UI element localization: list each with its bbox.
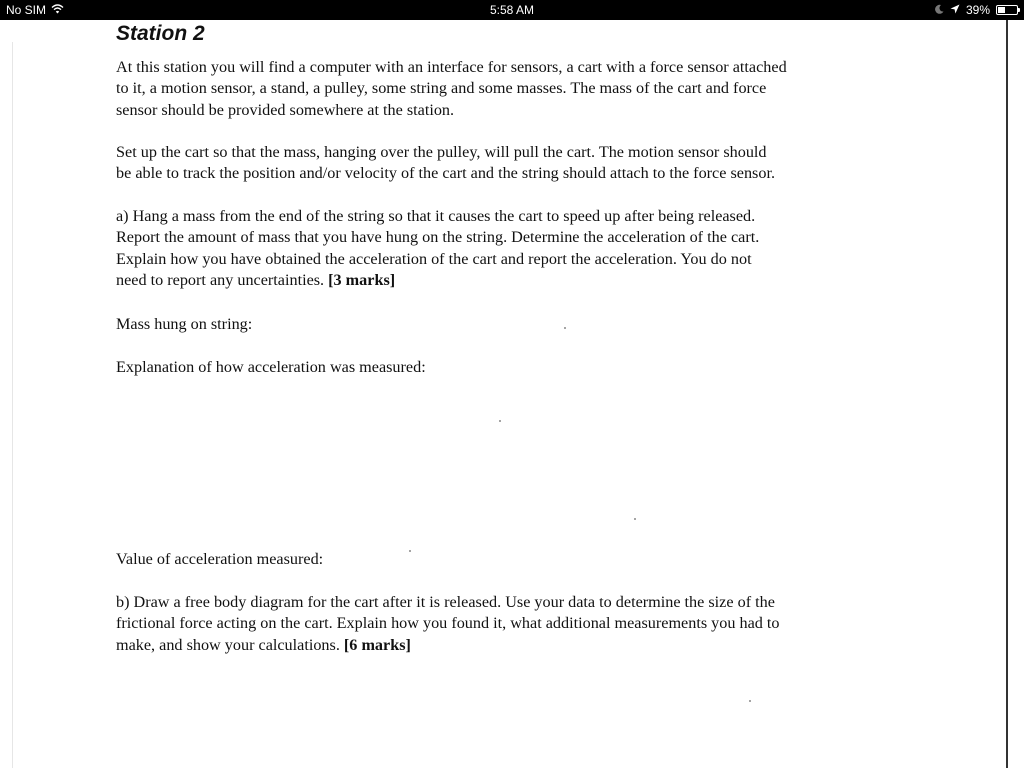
carrier-label: No SIM	[6, 3, 47, 17]
setup-line: be able to track the position and/or velocity of the cart and the string should attach to the force sensor.	[116, 164, 775, 183]
intro-paragraph	[116, 57, 896, 121]
acceleration-answer-space[interactable]	[116, 571, 876, 591]
station-title: Station 2	[116, 22, 205, 45]
scan-speck	[409, 550, 411, 552]
mass-answer-space[interactable]	[116, 336, 876, 354]
status-bar-clock: 5:58 AM	[489, 3, 535, 17]
setup-line: Set up the cart so that the mass, hanging over the pulley, will pull the cart. The motion sensor should	[116, 143, 767, 161]
scan-speck	[749, 700, 751, 702]
free-body-diagram-space[interactable]	[116, 662, 876, 762]
part-b-line: frictional force acting on the cart. Explain how you found it, what additional measurements you had to	[116, 614, 780, 633]
page-edge-right	[1006, 20, 1008, 768]
explanation-answer-space[interactable]	[116, 380, 876, 545]
part-a-last-line-text: need to report any uncertainties.	[116, 271, 329, 290]
part-b-marks: [6 marks]	[343, 635, 411, 654]
part-a-line: Report the amount of mass that you have hung on the string. Determine the acceleration of the cart.	[116, 228, 760, 247]
part-a-line: Explain how you have obtained the acceleration of the cart and report the acceleration. You do not	[116, 249, 752, 268]
status-bar	[0, 0, 1024, 20]
part-b-question	[116, 592, 896, 656]
part-a-line: a) Hang a mass from the end of the string so that it causes the cart to speed up after being released.	[116, 207, 756, 225]
intro-line: At this station you will find a computer with an interface for sensors, a cart with a force sensor attached	[116, 58, 787, 76]
status-bar-right	[935, 3, 1018, 17]
part-b-line	[116, 635, 896, 656]
battery-percent: 39%	[965, 3, 990, 17]
part-a-line	[116, 270, 896, 291]
part-a-marks: [3 marks]	[328, 271, 396, 290]
battery-level-fill	[998, 7, 1005, 13]
page-edge-left	[12, 42, 13, 768]
acceleration-explanation-label: Explanation of how acceleration was measured:	[116, 358, 426, 376]
scan-speck	[564, 327, 566, 329]
scan-speck	[634, 518, 636, 520]
intro-line: to it, a motion sensor, a stand, a pulley, some string and some masses. The mass of the cart and force	[116, 79, 767, 98]
intro-line: sensor should be provided somewhere at the station.	[116, 100, 455, 119]
mass-hung-label: Mass hung on string:	[116, 315, 253, 333]
part-a-question	[116, 206, 896, 292]
acceleration-value-label: Value of acceleration measured:	[116, 550, 324, 568]
part-b-last-line-text: make, and show your calculations.	[116, 635, 344, 654]
moon-icon	[935, 3, 944, 17]
location-arrow-icon	[950, 3, 960, 17]
scan-speck	[499, 420, 501, 422]
part-b-line: b) Draw a free body diagram for the cart after it is released. Use your data to determine the size of the	[116, 593, 775, 611]
battery-icon	[996, 5, 1018, 15]
setup-paragraph	[116, 142, 896, 185]
